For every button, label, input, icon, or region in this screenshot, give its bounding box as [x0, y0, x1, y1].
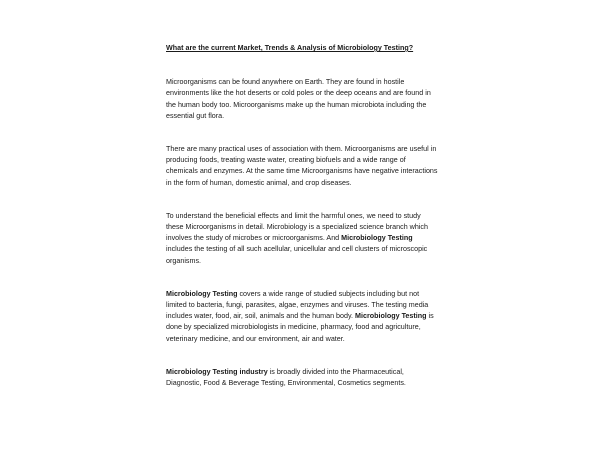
- paragraph-text: includes the testing of all such acellular, unicellular and cell clusters of microscopic organisms.: [166, 245, 428, 265]
- paragraph-industry-segments: [166, 367, 438, 389]
- paragraph-text: is done by specialized microbiologists in medicine, pharmacy, food and agriculture, veterinary medicine, and our environment, air and water.: [166, 312, 434, 343]
- paragraph-microorganisms-everywhere: Microorganisms can be found anywhere on Earth. They are found in hostile environments like the hot deserts or cold poles or the deep oceans and are found in the human body too. Microorganisms make up the human microbiota including the essential gut flora.: [166, 78, 431, 120]
- bold-term: Microbiology Testing: [341, 234, 413, 243]
- paragraph-text: covers a wide range of studied subjects including but not limited to bacteria, fungi, parasites, algae, enzymes and viruses. The testing media includes water, food, air, soil, animals and the human body.: [166, 289, 429, 321]
- bold-term: Microbiology Testing: [355, 312, 427, 321]
- paragraph-testing-scope: [166, 289, 438, 345]
- document-title: What are the current Market, Trends & Analysis of Microbiology Testing?: [166, 44, 414, 52]
- bold-term: Microbiology Testing: [166, 289, 238, 298]
- paragraph-text: is broadly divided into the Pharmaceutical, Diagnostic, Food & Beverage Testing, Environmental, Cosmetics segments.: [166, 367, 406, 388]
- paragraph-practical-uses: There are many practical uses of association with them. Microorganisms are useful in producing foods, treating waste water, creating biofuels and a wide range of chemicals and enzymes. At the same time Microorganisms have negative interactions in the form of human, domestic animal, and crop diseases.: [166, 145, 438, 187]
- document-body: [166, 43, 438, 389]
- bold-term: Microbiology Testing industry: [166, 367, 268, 376]
- paragraph-microbiology-definition: [166, 211, 438, 267]
- paragraph-text: To understand the beneficial effects and limit the harmful ones, we need to study these Microorganisms in detail. Microbiology is a specialized science branch which involves the study of microbes or microorganisms. And: [166, 211, 428, 243]
